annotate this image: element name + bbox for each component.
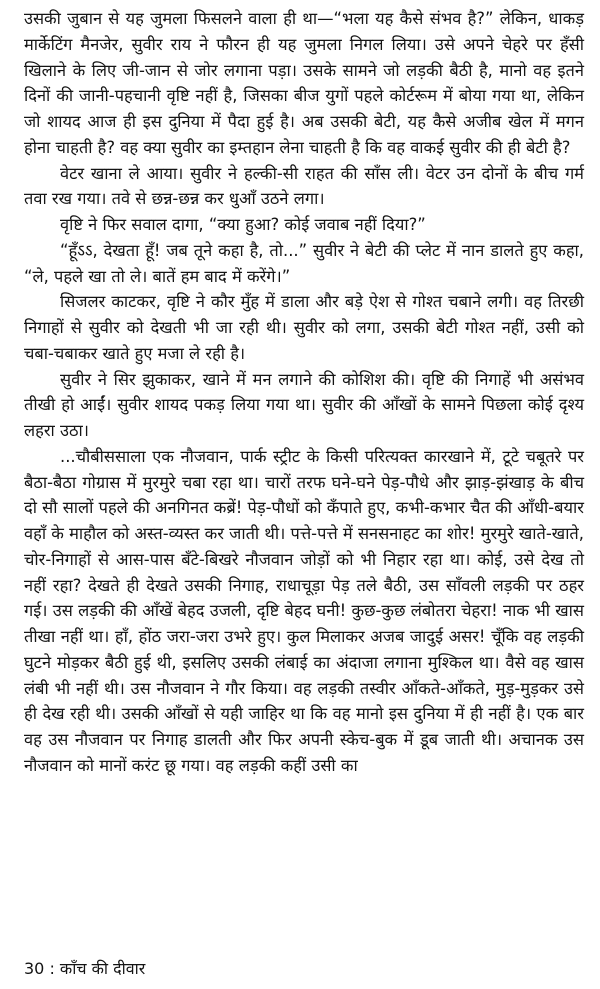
paragraph-7: ...चौबीससाला एक नौजवान, पार्क स्ट्रीट के किसी परित्यक्त कारखाने में, टूटे चबूतरे पर बैठा-बैठा गोग्रास में मुरमुरे चबा रहा था। चारों तरफ घने-घने पेड़-पौधे और झाड़-झंखाड़ के बीच दो सौ सालों पहले की अनगिनत कब्रें! पेड़-पौधों को कँपाते हुए, कभी-कभार चैत की आँधी-बयार वहाँ के माहौल को अस्त-व्यस्त कर जाती थी। पत्ते-पत्ते में सनसनाहट का शोर! मुरमुरे खाते-खाते, चोर-निगाहों से आस-पास बँटे-बिखरे नौजवान जोड़ों को भी निहार रहा था। कोई, उसे देख तो नहीं रहा? देखते ही देखते उसकी निगाह, राधाचूड़ा पेड़ तले बैठी, उस साँवली लड़की पर ठहर गई। उस लड़की की आँखें बेहद उजली, दृष्टि बेहद घनी! कुछ-कुछ लंबोतरा चेहरा! नाक भी खास तीखा नहीं था। हाँ, होंठ जरा-जरा उभरे हुए। कुल मिलाकर अजब जादुई असर! चूँकि वह लड़की घुटने मोड़कर बैठी हुई थी, इसलिए उसकी लंबाई का अंदाजा लगाना मुश्किल था। वैसे वह खास लंबी भी नहीं थी। उस नौजवान ने गौर किया। वह लड़की तस्वीर आँकते-आँकते, मुड़-मुड़कर उसे ही देख रही थी। उसकी आँखों से यही जाहिर था कि वह मानो इस दुनिया में ही नहीं है। एक बार वह उस नौजवान पर निगाह डालती और फिर अपनी स्केच-बुक में डूब जाती थी। अचानक उस नौजवान को मानों करंट छू गया। वह लड़की कहीं उसी का — [24, 446, 584, 775]
page-body — [24, 6, 584, 779]
paragraph-2: वेटर खाना ले आया। सुवीर ने हल्की-सी राहत की साँस ली। वेटर उन दोनों के बीच गर्म तवा रख गया। तवे से छन्न-छन्न कर धुआँ उठने लगा। — [24, 163, 584, 209]
page-number-and-title: 30 : काँच की दीवार — [24, 959, 146, 978]
paragraph-1: उसकी जुबान से यह जुमला फिसलने वाला ही था—“भला यह कैसे संभव है?” लेकिन, धाकड़ मार्केटिंग मैनजेर, सुवीर राय ने फौरन ही यह जुमला निगल लिया। उसे अपने चेहरे पर हँसी खिलाने के लिए जी-जान से जोर लगाना पड़ा। उसके सामने जो लड़की बैठी है, मानो वह इतने दिनों की जानी-पहचानी वृष्टि नहीं है, जिसका बीज युगों पहले कोर्टरूम में बोया गया था, लेकिन जो शायद आज ही इस दुनिया में पैदा हुई है। अब उसकी बेटी, यह कैसे अजीब खेल में मगन होना चाहती है? वह क्या सुवीर का इम्तहान लेना चाहती है कि वह वाकई सुवीर की ही बेटी है? — [24, 9, 584, 157]
paragraph-3: वृष्टि ने फिर सवाल दागा, “क्या हुआ? कोई जवाब नहीं दिया?” — [60, 215, 426, 234]
paragraph-5: सिजलर काटकर, वृष्टि ने कौर मुँह में डाला और बड़े ऐश से गोश्त चबाने लगी। वह तिरछी निगाहों से सुवीर को देखती भी जा रही थी। सुवीर को लगा, उसकी बेटी गोश्त नहीं, उसी को चबा-चबाकर खाते हुए मजा ले रही है। — [24, 292, 584, 363]
page-footer — [24, 958, 145, 980]
paragraph-4: “हूँऽऽ, देखता हूँ! जब तूने कहा है, तो...” सुवीर ने बेटी की प्लेट में नान डालते हुए कहा, “ले, पहले खा तो ले। बातें हम बाद में करेंगे।” — [24, 240, 584, 286]
paragraph-6: सुवीर ने सिर झुकाकर, खाने में मन लगाने की कोशिश की। वृष्टि की निगाहें भी असंभव तीखी हो आईं। सुवीर शायद पकड़ लिया गया था। सुवीर की आँखों के सामने पिछला कोई दृश्य लहरा उठा। — [24, 369, 584, 440]
